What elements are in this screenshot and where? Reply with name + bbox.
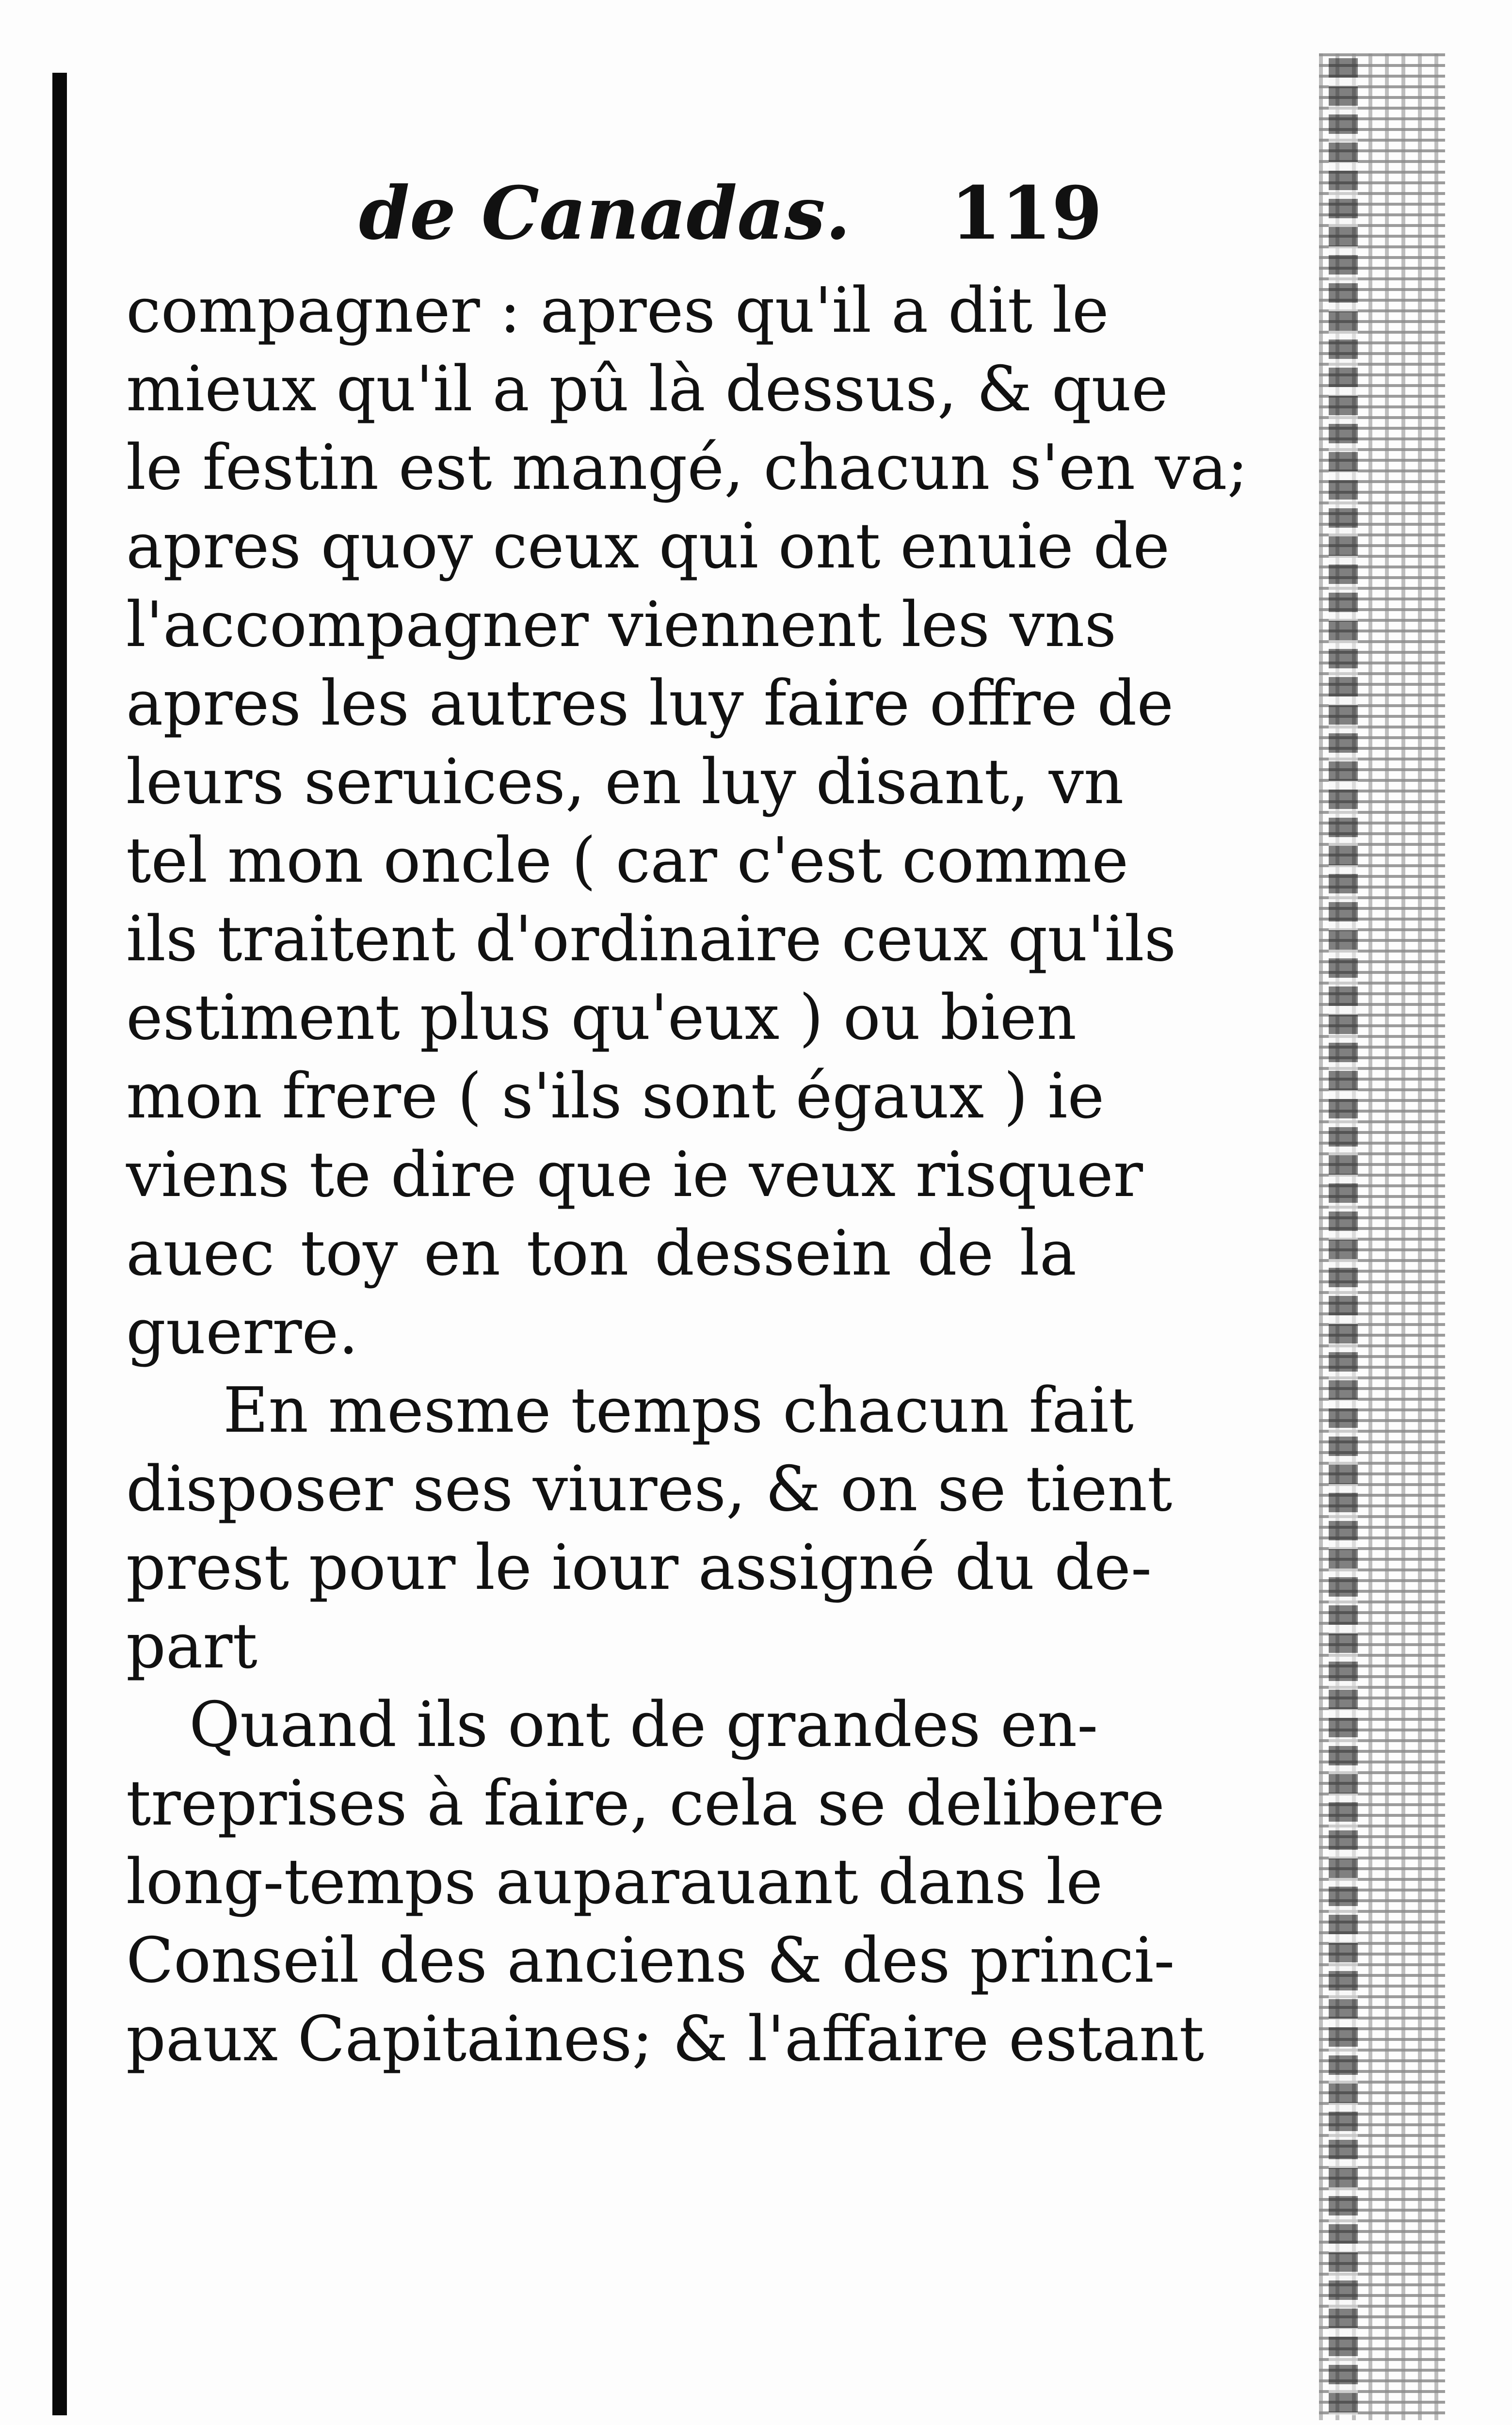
paragraph-start-line: Quand ils ont de grandes en-	[189, 1689, 1098, 1761]
text-line: prest pour le iour assigné du de-	[126, 1532, 1152, 1604]
text-line: le festin est mangé, chacun s'en va;	[126, 432, 1248, 504]
text-line: leurs seruices, en luy disant, vn	[126, 746, 1124, 818]
gutter-shadow	[52, 73, 67, 2415]
text-line: viens te dire que ie veux risquer	[126, 1139, 1143, 1211]
text-line: Conseil des anciens & des princi-	[126, 1924, 1175, 1997]
text-line: paux Capitaines; & l'affaire estant	[126, 2003, 1204, 2075]
text-line: estiment plus qu'eux ) ou bien	[126, 982, 1077, 1054]
page-number: 119	[950, 171, 1103, 256]
text-line: mieux qu'il a pû là dessus, & que	[126, 353, 1168, 425]
text-line: apres quoy ceux qui ont enuie de	[126, 510, 1170, 582]
text-line: compagner : apres qu'il a dit le	[126, 275, 1109, 347]
page-edge-dark	[1329, 58, 1358, 2415]
text-line: treprises à faire, cela se delibere	[126, 1767, 1165, 1840]
body-text	[126, 272, 1248, 2079]
running-head-title: de Canadas.	[359, 171, 851, 256]
text-line: auec toy en ton dessein de la	[126, 1217, 1077, 1290]
text-line: disposer ses viures, & on se tient	[126, 1453, 1173, 1525]
text-line: part	[126, 1610, 257, 1682]
text-line: mon frere ( s'ils sont égaux ) ie	[126, 1060, 1105, 1132]
paragraph-start-line: En mesme temps chacun fait	[223, 1374, 1134, 1447]
text-line: long-temps auparauant dans le	[126, 1846, 1103, 1918]
text-line: apres les autres luy faire offre de	[126, 667, 1174, 740]
text-line: guerre.	[126, 1296, 358, 1368]
text-line: l'accompagner viennent les vns	[126, 589, 1117, 661]
text-line: ils traitent d'ordinaire ceux qu'ils	[126, 903, 1176, 975]
text-line: tel mon oncle ( car c'est comme	[126, 824, 1129, 897]
